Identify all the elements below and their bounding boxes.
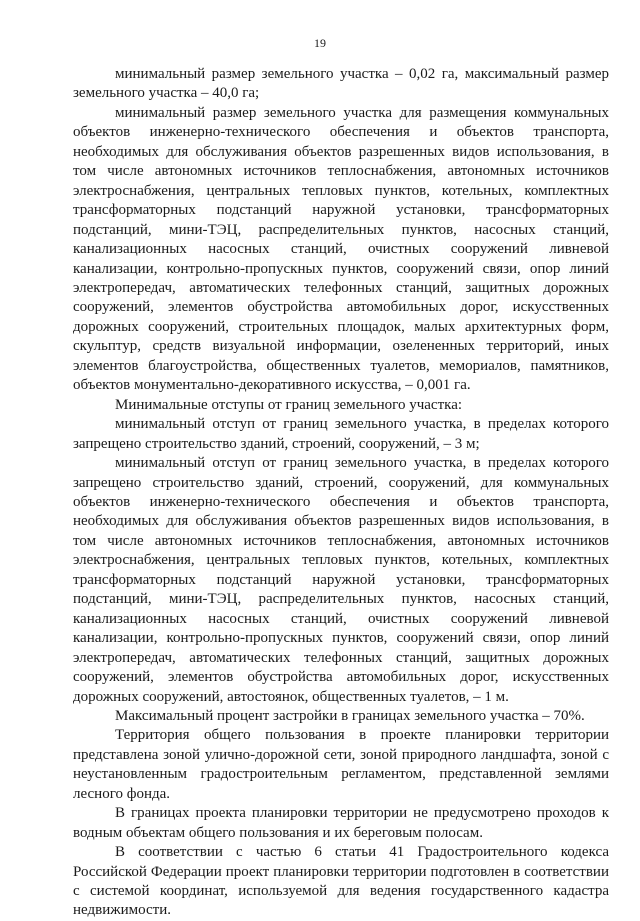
paragraph-min-setback-general: минимальный отступ от границ земельного участка, в пределах которого запрещено строительство зданий, строений, сооружений, – 3 м; — [73, 416, 609, 452]
paragraph-setbacks-heading: Минимальные отступы от границ земельного участка: — [115, 396, 463, 413]
paragraph-min-plot-size-utilities: минимальный размер земельного участка для размещения коммунальных объектов инженерно-технического обеспечения и объектов транспорта, необходимых для обслуживания объектов разрешенных видов использования, в том числе автономных источников теплоснабжения, автономных источников электроснабжения, центральных тепловых пунктов, котельных, комплектных трансформаторных подстанций наружной установки, трансформаторных подстанций, мини-ТЭЦ, распределительных пунктов, насосных станций, канализационных насосных станций, очистных сооружений ливневой канализации, контрольно-пропускных пунктов, сооружений связи, опор линий электропередач, автоматических телефонных станций, защитных дорожных сооружений, элементов обустройства автомобильных дорог, искусственных дорожных сооружений, строительных площадок, малых архитектурных форм, скульптур, средств визуальной информации, озелененных территорий, иных элементов благоустройства, общественных туалетов, мемориалов, памятников, объектов монументально-декоративного искусства, – 0,001 га. — [73, 104, 609, 394]
paragraph-water-access: В границах проекта планировки территории не предусмотрено проходов к водным объектам общего пользования и их береговым полосам. — [73, 805, 609, 841]
paragraph-max-building-percent: Максимальный процент застройки в границах земельного участка – 70%. — [115, 707, 585, 724]
paragraph-coordinate-system: В соответствии с частью 6 статьи 41 Градостроительного кодекса Российской Федерации проект планировки территории подготовлен в соответствии с системой координат, используемой для ведения государственного кадастра недвижимости. — [73, 844, 609, 919]
paragraph-min-setback-utilities: минимальный отступ от границ земельного участка, в пределах которого запрещено строительство зданий, строений, сооружений, для коммунальных объектов инженерно-технического обеспечения и объектов транспорта, необходимых для обслуживания объектов разрешенных видов использования, в том числе автономных источников теплоснабжения, автономных источников электроснабжения, центральных тепловых пунктов, котельных, комплектных трансформаторных подстанций наружной установки, трансформаторных подстанций, мини-ТЭЦ, распределительных пунктов, насосных станций, канализационных насосных станций, очистных сооружений ливневой канализации, контрольно-пропускных пунктов, сооружений связи, опор линий электропередач, автоматических телефонных станций, защитных дорожных сооружений, элементов обустройства автомобильных дорог, искусственных дорожных сооружений, автостоянок, общественных туалетов, – 1 м. — [73, 455, 609, 705]
document-body — [73, 65, 609, 921]
page-number: 19 — [314, 36, 326, 50]
paragraph-min-plot-size: минимальный размер земельного участка – 0,02 га, максимальный размер земельного участка – 40,0 га; — [73, 66, 609, 102]
paragraph-public-territory: Территория общего пользования в проекте планировки территории представлена зоной улично-дорожной сети, зоной природного ландшафта, зоной с неустановленным градостроительным регламентом, представленной землями лесного фонда. — [73, 727, 609, 802]
